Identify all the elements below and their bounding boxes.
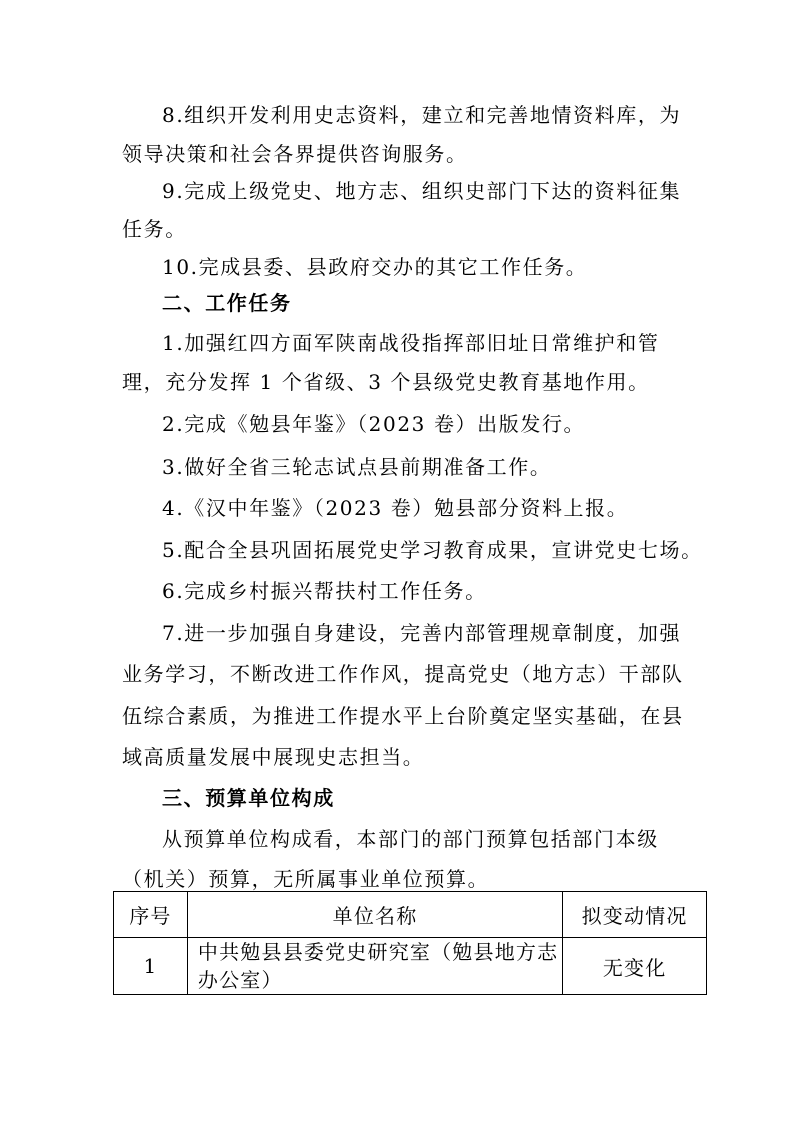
table-row [114, 938, 707, 995]
paragraph-line: （机关）预算，无所属事业单位预算。 [122, 867, 490, 891]
paragraph-line: 4.《汉中年鉴》（2023 卷）勉县部分资料上报。 [162, 496, 629, 520]
section-heading: 二、工作任务 [162, 291, 292, 315]
header-unit-name: 单位名称 [187, 892, 562, 938]
table-header-row [114, 892, 707, 938]
paragraph-line: 域高质量发展中展现史志担当。 [122, 745, 425, 769]
paragraph-line: 理，充分发挥 1 个省级、3 个县级党史教育基地作用。 [122, 370, 650, 394]
cell-unit-name [187, 938, 562, 995]
cell-change: 无变化 [563, 938, 707, 995]
paragraph-line: 业务学习，不断改进工作作风，提高党史（地方志）干部队 [122, 662, 684, 686]
header-change: 拟变动情况 [563, 892, 707, 938]
paragraph-line: 任务。 [122, 217, 187, 241]
budget-unit-table [113, 891, 707, 995]
paragraph-line: 从预算单位构成看，本部门的部门预算包括部门本级 [162, 827, 659, 851]
paragraph-line: 8.组织开发利用史志资料，建立和完善地情资料库，为 [162, 103, 682, 127]
cell-unit-name-line: 办公室） [197, 968, 283, 992]
paragraph-line: 9.完成上级党史、地方志、组织史部门下达的资料征集 [162, 179, 682, 203]
paragraph-line: 7.进一步加强自身建设，完善内部管理规章制度，加强 [162, 621, 682, 645]
paragraph-line: 伍综合素质，为推进工作提水平上台阶奠定坚实基础，在县 [122, 704, 684, 728]
paragraph-line: 10.完成县委、县政府交办的其它工作任务。 [162, 255, 588, 279]
paragraph-line: 3.做好全省三轮志试点县前期准备工作。 [162, 455, 552, 479]
paragraph-line: 领导决策和社会各界提供咨询服务。 [122, 142, 468, 166]
paragraph-line: 1.加强红四方面军陕南战役指挥部旧址日常维护和管 [162, 331, 660, 355]
section-heading: 三、预算单位构成 [162, 786, 335, 810]
paragraph-line: 5.配合全县巩固拓展党史学习教育成果，宣讲党史七场。 [162, 538, 703, 562]
cell-index: 1 [114, 938, 188, 995]
paragraph-line: 2.完成《勉县年鉴》（2023 卷）出版发行。 [162, 412, 586, 436]
paragraph-line: 6.完成乡村振兴帮扶村工作任务。 [162, 579, 487, 603]
header-index: 序号 [114, 892, 188, 938]
cell-unit-name-line: 中共勉县县委党史研究室（勉县地方志 [197, 940, 559, 964]
